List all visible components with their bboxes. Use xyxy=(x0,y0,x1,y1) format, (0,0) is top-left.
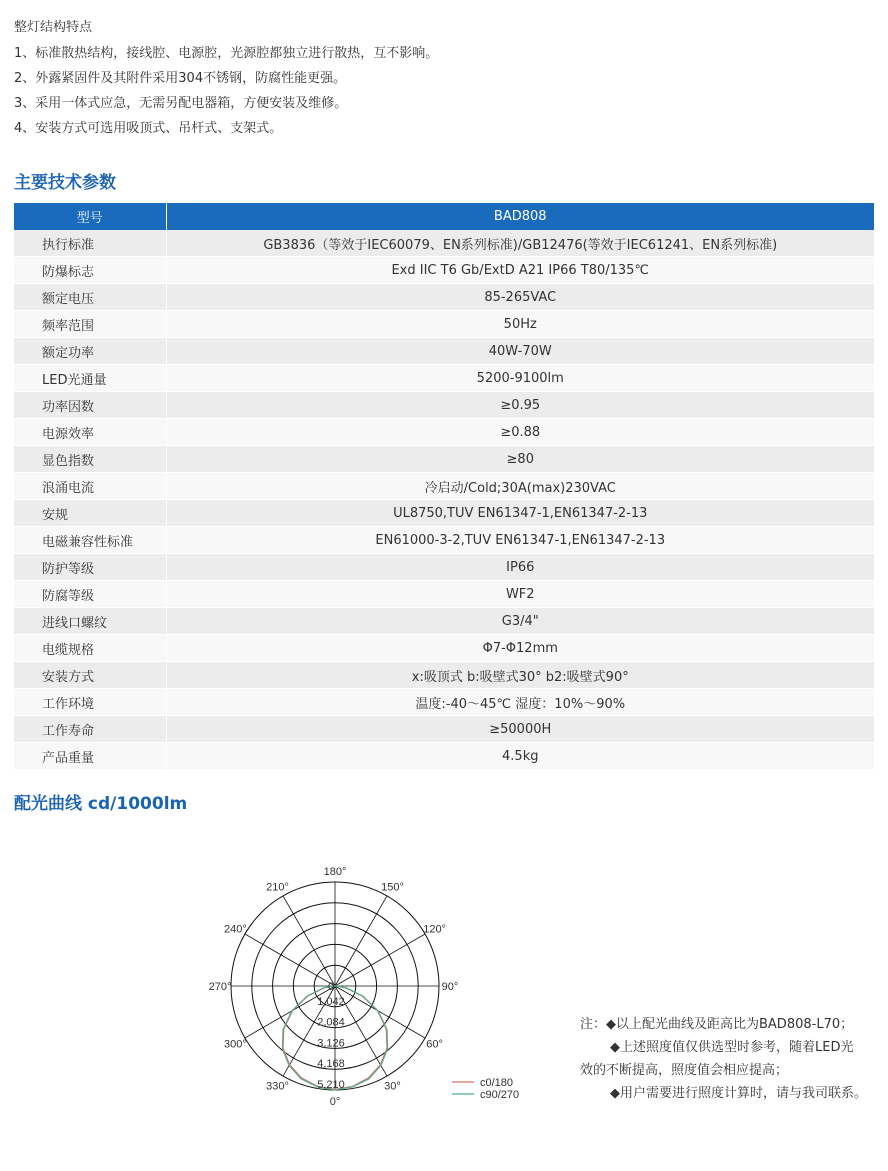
spec-row xyxy=(14,554,874,581)
polar-labels xyxy=(209,866,459,1108)
spec-title: 主要技术参数 xyxy=(14,173,116,193)
spec-row xyxy=(14,716,874,743)
spec-key: 工作寿命 xyxy=(14,716,166,743)
spec-value: IP66 xyxy=(166,554,874,581)
polar-spoke xyxy=(335,896,387,986)
spec-key: 电缆规格 xyxy=(14,635,166,662)
spec-key: 执行标准 xyxy=(14,230,166,257)
spec-key: 工作环境 xyxy=(14,689,166,716)
spec-value: ≥50000H xyxy=(166,716,874,743)
spec-row xyxy=(14,392,874,419)
polar-spoke xyxy=(283,896,335,986)
spec-key: 浪涌电流 xyxy=(14,473,166,500)
spec-key: 防护等级 xyxy=(14,554,166,581)
spec-value: GB3836（等效于IEC60079、EN系列标准)/GB12476(等效于IEC61241、EN系列标准) xyxy=(166,230,874,257)
angle-tick-label: 90° xyxy=(441,981,459,993)
spec-row xyxy=(14,473,874,500)
feature-item: 3、采用一体式应急，无需另配电器箱，方便安装及维修。 xyxy=(14,96,348,111)
spec-body xyxy=(14,230,874,770)
spec-row xyxy=(14,581,874,608)
spec-header-row xyxy=(14,203,874,230)
spec-value: 温度:-40～45℃ 湿度：10%～90% xyxy=(166,689,874,716)
spec-key: 电源效率 xyxy=(14,419,166,446)
polar-spoke xyxy=(335,986,425,1038)
spec-key: 安装方式 xyxy=(14,662,166,689)
spec-row xyxy=(14,689,874,716)
note-line: 效的不断提高，照度值会相应提高； xyxy=(580,1063,789,1078)
radial-tick-label: 0 xyxy=(327,981,335,993)
radial-tick-label: 2,084 xyxy=(317,1016,345,1029)
angle-tick-label: 60° xyxy=(426,1038,443,1051)
spec-key: 额定功率 xyxy=(14,338,166,365)
spec-row xyxy=(14,338,874,365)
note-line: 注：◆以上配光曲线及距高比为BAD808-L70； xyxy=(580,1017,854,1032)
spec-value: 4.5kg xyxy=(166,743,874,770)
features-section xyxy=(14,18,874,144)
spec-key: 进线口螺纹 xyxy=(14,608,166,635)
spec-key: 功率因数 xyxy=(14,392,166,419)
spec-value: 50Hz xyxy=(166,311,874,338)
spec-value: WF2 xyxy=(166,581,874,608)
spec-key: 频率范围 xyxy=(14,311,166,338)
spec-value: EN61000-3-2,TUV EN61347-1,EN61347-2-13 xyxy=(166,527,874,554)
note-line: ◆上述照度值仅供选型时参考，随着LED光 xyxy=(610,1040,854,1055)
radial-tick-label: 3,126 xyxy=(317,1037,345,1050)
spec-key: 安规 xyxy=(14,500,166,527)
angle-tick-label: 30° xyxy=(384,1080,401,1093)
spec-key: 防腐等级 xyxy=(14,581,166,608)
spec-key: 电磁兼容性标准 xyxy=(14,527,166,554)
spec-key: LED光通量 xyxy=(14,365,166,392)
polar-legend xyxy=(452,1077,519,1101)
feature-item: 4、安装方式可选用吸顶式、吊杆式、支架式。 xyxy=(14,121,283,136)
radial-tick-label: 1,042 xyxy=(317,995,345,1008)
spec-value: Exd IIC T6 Gb/ExtD A21 IP66 T80/135℃ xyxy=(166,257,874,284)
note-line: ◆用户需要进行照度计算时，请与我司联系。 xyxy=(610,1086,867,1101)
spec-value: 5200-9100lm xyxy=(166,365,874,392)
legend-label: c90/270 xyxy=(480,1089,520,1101)
spec-value: UL8750,TUV EN61347-1,EN61347-2-13 xyxy=(166,500,874,527)
angle-tick-label: 300° xyxy=(224,1038,247,1051)
spec-row xyxy=(14,500,874,527)
spec-row xyxy=(14,230,874,257)
spec-value: G3/4" xyxy=(166,608,874,635)
feature-item: 2、外露紧固件及其附件采用304不锈钢，防腐性能更强。 xyxy=(14,71,347,86)
spec-row xyxy=(14,284,874,311)
angle-tick-label: 0° xyxy=(329,1096,341,1108)
spec-key: 显色指数 xyxy=(14,446,166,473)
spec-value: ≥80 xyxy=(166,446,874,473)
spec-row xyxy=(14,662,874,689)
radial-tick-label: 5,210 xyxy=(317,1079,345,1091)
angle-tick-label: 210° xyxy=(266,881,289,894)
polar-spoke xyxy=(335,934,425,986)
spec-value: 冷启动/Cold;30A(max)230VAC xyxy=(166,473,874,500)
spec-value: x:吸顶式 b:吸壁式30° b2:吸壁式90° xyxy=(166,662,874,689)
spec-row xyxy=(14,257,874,284)
spec-row xyxy=(14,527,874,554)
legend-label: c0/180 xyxy=(480,1077,514,1089)
spec-header-key: 型号 xyxy=(14,203,166,230)
spec-value: ≥0.88 xyxy=(166,419,874,446)
polar-spoke xyxy=(245,986,335,1038)
spec-key: 额定电压 xyxy=(14,284,166,311)
curve-title: 配光曲线 cd/1000lm xyxy=(14,794,188,814)
spec-row xyxy=(14,635,874,662)
spec-row xyxy=(14,365,874,392)
spec-header-value: BAD808 xyxy=(166,203,874,230)
spec-row xyxy=(14,419,874,446)
spec-value: 40W-70W xyxy=(166,338,874,365)
angle-tick-label: 120° xyxy=(423,923,446,936)
spec-row xyxy=(14,608,874,635)
spec-table xyxy=(14,203,874,770)
angle-tick-label: 180° xyxy=(323,866,347,878)
spec-value: 85-265VAC xyxy=(166,284,874,311)
curve-notes xyxy=(580,1013,885,1105)
radial-tick-label: 4,168 xyxy=(317,1058,345,1071)
angle-tick-label: 150° xyxy=(381,881,404,894)
polar-spoke xyxy=(245,934,335,986)
angle-tick-label: 240° xyxy=(224,923,247,936)
spec-row xyxy=(14,446,874,473)
spec-key: 产品重量 xyxy=(14,743,166,770)
feature-item: 1、标准散热结构，接线腔、电源腔，光源腔都独立进行散热，互不影响。 xyxy=(14,46,439,61)
features-title: 整灯结构特点 xyxy=(14,20,93,35)
spec-key: 防爆标志 xyxy=(14,257,166,284)
angle-tick-label: 330° xyxy=(266,1080,289,1093)
angle-tick-label: 270° xyxy=(208,981,232,993)
spec-row xyxy=(14,311,874,338)
polar-chart xyxy=(200,862,560,1112)
spec-value: Φ7-Φ12mm xyxy=(166,635,874,662)
spec-value: ≥0.95 xyxy=(166,392,874,419)
spec-row xyxy=(14,743,874,770)
